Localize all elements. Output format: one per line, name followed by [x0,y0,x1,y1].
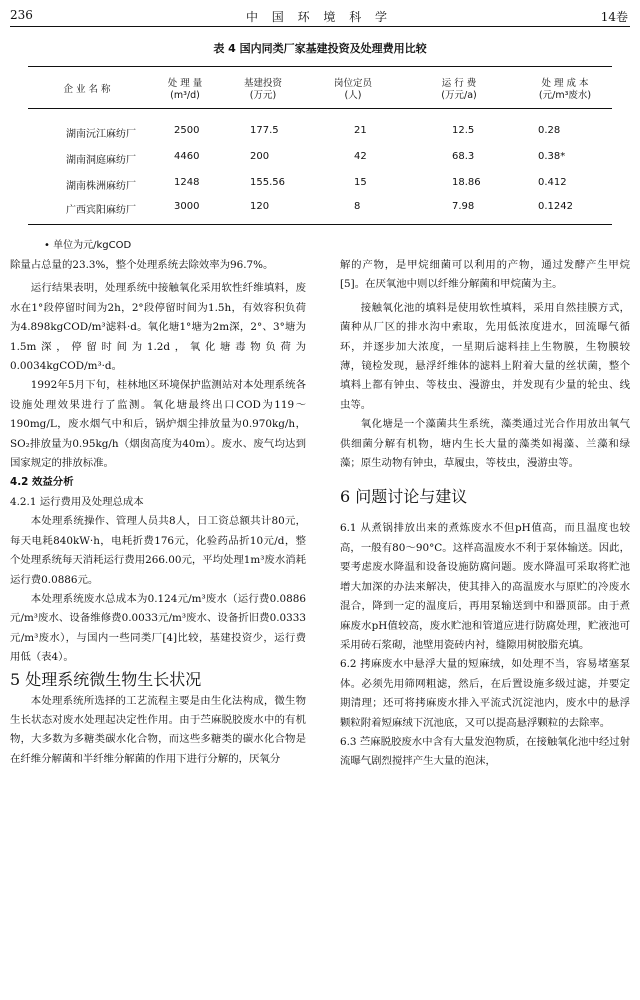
paragraph: 6.1 从煮锅排放出来的煮炼废水不但pH值高，而且温度也较高，一般有80～90°C。这样高温废水不利于泵体输送。因此，要考虑废水降温和设备设施防腐问题。废水降温可采取将贮池增大加深的办法来解决，使其排入的高温废水与原贮的冷废水混合，降到一定的温度后，再用泵输送到中和器顶部。由于煮麻废水pH值较高，废水贮池和管道应进行防腐处理，贮液池可采用砖石浆砌，池壁用瓷砖内衬，缝隙用树胶脂充填。 [340,522,630,651]
subsection-heading-4-2-1: 4.2.1 运行费用及处理总成本 [10,495,144,508]
page-number: 236 [10,8,33,22]
right-column [340,256,630,772]
col-header-capacity: 处 理 量 (m³/d) [167,78,203,101]
table-header-rule [28,108,612,109]
paragraph: 解的产物，是甲烷细菌可以利用的产物，通过发酵产生甲烷[5]。在厌氧池中则以纤维分解菌和甲烷菌为主。 [340,259,630,291]
col-header-unit-cost: 处 理 成 本 (元/m³废水) [538,78,592,101]
section-heading-6: 6 问题讨论与建议 [340,487,468,507]
table-row: 湖南沅江麻纺厂 2500 177.5 21 12.5 0.28 [66,125,561,140]
table-bottom-rule [28,224,612,225]
col-header-investment: 基建投资 (万元) [243,78,282,101]
col-header-company: 企 业 名 称 [63,84,111,95]
volume-label: 14卷 [600,10,628,24]
journal-title: 中 国 环 境 科 学 [245,10,393,24]
paragraph: 1992年5月下旬，桂林地区环境保护监测站对本处理系统各设施处理效果进行了监测。氧化塘最终出口COD为119～190mg/L，废水烟气中和后，锅炉烟尘排放量为0.970kg/h，SO₂排放量为0.95kg/h（烟囱高度为40m）。废水、废气均达到国家规定的排放标准。 [10,379,306,470]
paragraph: 运行结果表明，处理系统中接触氧化采用软性纤维填料，废水在1°段停留时间为2h，2°段停留时间为1.5h，有效容积负荷为4.898kgCOD/m³滤料·d。氧化塘1°塘为2m深，2°、3°塘为1.5m深，停留时间为1.2d，氧化塘毒物负荷为0.0034kgCOD/m³·d。 [10,282,306,373]
paragraph: 除量占总量的23.3%，整个处理系统去除效率为96.7%。 [10,259,274,271]
table-footnote: • 单位为元/kgCOD [44,240,132,251]
paragraph: 氧化塘是一个藻菌共生系统，藻类通过光合作用放出氧气供细菌分解有机物，塘内生长大量的藻类如褐藻、兰藻和绿藻；原生动物有钟虫，草履虫，等枝虫，漫游虫等。 [340,418,630,470]
section-heading-5: 5 处理系统微生物生长状况 [10,669,202,689]
paragraph: 6.2 拷麻废水中悬浮大量的短麻绒，如处理不当，容易堵塞泵体。必须先用筛网粗滤，然后，在后置设施多级过滤，并要定期清理；还可将拷麻废水排入平流式沉淀池内，废水中的悬浮颗粒附着短麻绒下沉池底，又可以提高悬浮颗粒的去除率。 [340,658,630,729]
col-header-operating-cost: 运 行 费 (万元/a) [441,78,477,101]
paragraph: 6.3 苎麻脱胶废水中含有大量发泡物质，在接触氧化池中经过射流曝气剧烈搅拌产生大量的泡沫， [340,735,630,768]
paragraph: 本处理系统废水总成本为0.124元/m³废水（运行费0.0886元/m³废水、设备维修费0.0033元/m³废水、设备折旧费0.0333元/m³废水），与国内一些同类厂[4]比较，基建投资少，运行费用低（表4）。 [10,592,306,664]
table-row: 湖南洞庭麻纺厂 4460 200 42 68.3 0.38* [66,151,566,166]
table-caption: 表 4 国内同类厂家基建投资及处理费用比较 [213,42,427,55]
header-rule [10,26,630,27]
paragraph: 本处理系统操作、管理人员共8人，日工资总额共计80元，每天电耗840kW·h，电耗折费176元，化验药品折10元/d，整个处理系统每天消耗运行费用266.00元，平均处理1m³废水消耗运行费0.0886元。 [10,515,306,586]
table-top-rule [28,66,612,67]
table-row: 广西宾阳麻纺厂 3000 120 8 7.98 0.1242 [66,201,573,216]
paragraph: 本处理系统所选择的工艺流程主要是由生化法构成，微生物生长状态对废水处理起决定性作用。由于苎麻脱胶废水中的有机物，大多数为多糖类碳水化合物，而这些多糖类的碳水化合物是在纤维分解菌和半纤维分解菌的作用下进行分解的，厌氧分 [10,694,306,765]
left-column [10,256,306,769]
paragraph: 接触氧化池的填料是使用软性填料，采用自然挂膜方式，菌种从厂区的排水沟中索取，先用低浓度进水，回流曝气循环，并逐步加大浓度，一星期后滤料挂上生物膜，生物膜较薄，镜检发现，悬浮纤维体的滤料上附着大量的丝状菌，整个填料上都有钟虫、等枝虫、漫游虫，并发现有少量的轮虫、线虫等。 [340,301,630,411]
col-header-staff: 岗位定员 (人) [333,78,372,101]
section-heading-4-2: 4.2 效益分析 [10,476,74,489]
table-row: 湖南株洲麻纺厂 1248 155.56 15 18.86 0.412 [66,177,567,192]
